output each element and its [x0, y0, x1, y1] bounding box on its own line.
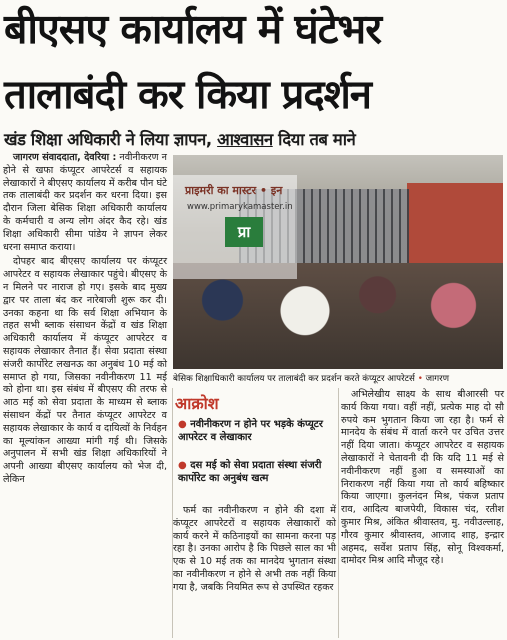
article-paragraph: अभिलेखीय साक्ष्य के साथ बीआरसी पर कार्य किया गया। वहीं नहीं, प्रत्येक माह दो सौ रुपये कम भुगतान किया जा रहा है। फर्म से मानदेय के संबंध में वार्ता करने पर उचित उत्तर नहीं दिया जाता। कंप्यूटर आपरेटर व सहायक लेखाकारों ने चेतावनी दी कि यदि 11 मई से नवीनीकरण नहीं हुआ व समस्याओं का निराकरण नहीं किया गया तो कार्य बहिष्कार किया जाएगा। कुलनंदन मिश्र, पंकज प्रताप राव, आदित्य बाजपेयी, विकास चंद, रतीश कुमार मिश्र, अंकित श्रीवास्तव, मु. नवीउल्लाह, गौरव कुमार श्रीवास्तव, आजाद शाह, इन्द्रार अहमद, सर्वेश प्रताप सिंह, सोनू विश्वकर्मा, दामोदर मिश्र आदि मौजूद रहे। — [341, 389, 504, 567]
article-right-column — [341, 389, 504, 570]
subheadline-part-1: खंड शिक्षा अधिकारी ने लिया ज्ञापन, — [4, 130, 218, 149]
watermark-url: www.primarykamaster.in — [187, 202, 293, 212]
paragraph-text: नवीनीकरण न होने से खफा कंप्यूटर आपरेटर्स व सहायक लेखाकारों ने बीएसए कार्यालय में करीब पौन घंटे तक तालाबंदी कर प्रदर्शन कर धरना दिया। इस दौरान जिला बेसिक शिक्षा अधिकारी कार्यालय के कर्मचारी व अन्य लोग अंदर कैद रहे। खंड शिक्षा अधिकारी सीमा पांडेय ने ज्ञापन लेकर धरना समाप्त कराया। — [3, 152, 167, 253]
subheadline-part-2: आश्वासन — [217, 130, 273, 149]
article-middle-column — [173, 505, 336, 597]
caption-text: बेसिक शिक्षाधिकारी कार्यालय पर तालाबंदी कर प्रदर्शन करते कंप्यूटर आपरेटर्स — [173, 374, 415, 384]
photo-caption — [173, 373, 503, 385]
subheadline-part-3: दिया तब माने — [272, 130, 356, 149]
article-paragraph: फर्म का नवीनीकरण न होने की दशा में कंप्यूटर आपरेटरों व सहायक लेखाकारों को कार्य करने में कठिनाइयों का सामना करना पड़ रहा है। उनका आरोप है कि पिछले साल का भी एक से 10 मई तक का मानदेय भुगतान संस्था का नवीनीकरण न होने से अभी तक नहीं किया गया है, जबकि नियमित रूप से उपस्थित रहकर — [173, 505, 336, 593]
headline-line-2: तालाबंदी कर किया प्रदर्शन — [4, 72, 371, 118]
bullet-text: नवीनीकरण न होने पर भड़के कंप्यूटर आपरेटर व लेखाकार — [178, 419, 323, 443]
sidebar-bullet — [178, 418, 338, 444]
article-left-column — [3, 152, 167, 489]
dateline: जागरण संवाददाता, देवरिया : — [13, 152, 117, 163]
bullet-icon: ● — [178, 460, 187, 471]
caption-credit: जागरण — [425, 374, 449, 384]
photo-sign: प्रा — [225, 217, 263, 247]
bullet-icon: ● — [178, 419, 187, 430]
article-paragraph: दोपहर बाद बीएसए कार्यालय पर कंप्यूटर आपरेटर व सहायक लेखाकार पहुंचे। बीएसए के न मिलने पर नाराज हो गए। इसके बाद मुख्य द्वार पर ताला बंद कर नारेबाजी शुरू कर दी। उनका कहना था कि सर्व शिक्षा अभियान के तहत सभी ब्लाक संसाधन केंद्रों व खंड शिक्षा अधिकारी कार्यालय में कंप्यूटर आपरेटर व सहायक लेखाकार तैनात हैं। सेवा प्रदाता संस्था संजरी कार्पोरेट लखनऊ का अनुबंध 10 मई को समाप्त हो गया, जिसका नवीनीकरण 11 मई को होना था। इस संबंध में बीएसए की तरफ से आठ मई को सेवा प्रदाता के माध्यम से ब्लाक संसाधन केंद्रों पर तैनात कंप्यूटर आपरेटर व सहायक लेखाकार के कार्य व दायित्वों के निर्वहन का मूल्यांकन आख्या मांगी गई थी। जिसके अनुपालन में सभी खंड शिक्षा अधिकारियों ने अपनी आख्या बीएसए कार्यालय को भेज दी, लेकिन — [3, 256, 167, 485]
subheadline — [4, 129, 355, 151]
headline-line-1: बीएसए कार्यालय में घंटेभर — [4, 5, 382, 53]
sidebar-bullet — [178, 459, 338, 485]
article-paragraph — [3, 152, 167, 254]
news-photo — [173, 155, 503, 369]
caption-separator: • — [417, 374, 423, 384]
sidebar-heading: आक्रोश — [175, 394, 219, 413]
bullet-text: दस मई को सेवा प्रदाता संस्था संजरी कार्पोरेट का अनुबंध खत्म — [178, 460, 322, 484]
column-divider — [338, 388, 339, 638]
watermark-title: प्राइमरी का मास्टर • इन — [185, 184, 283, 197]
